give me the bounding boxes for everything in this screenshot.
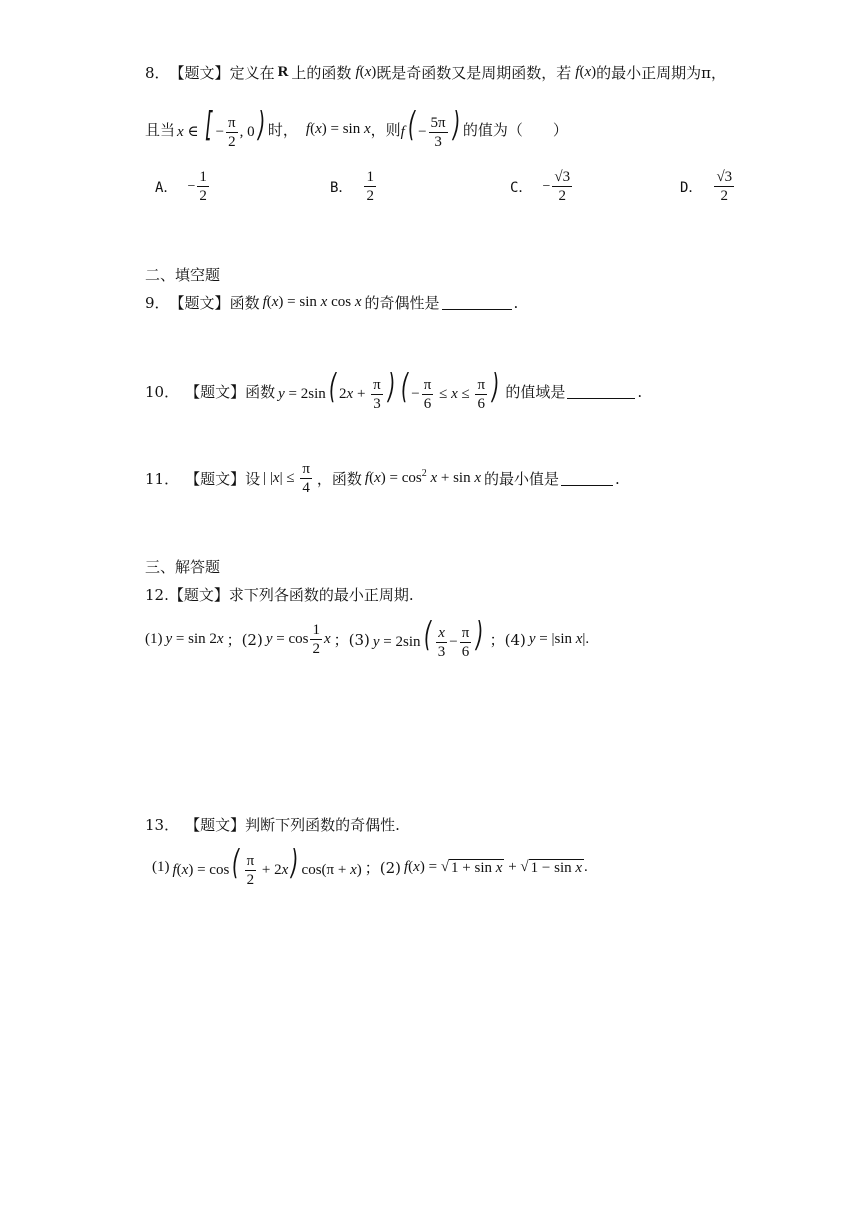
q12-f2-math: y = cos $\frac{1}{2}$ x: [265, 622, 331, 658]
q8-def-math: f(x) = sin x: [305, 121, 371, 138]
q9-math: f(x) = sin x cos x: [262, 294, 362, 310]
q8-line2-d: 的值为（ ）: [462, 121, 568, 140]
q11-number: 11．: [145, 470, 180, 488]
q8-value-math: f( − $\frac{5\pi}{3}$ ): [400, 105, 460, 151]
q8-line2: [145, 105, 568, 151]
q10-number: 10．: [145, 383, 180, 402]
q8-option-c: C． − $\frac{√3}{2}$: [510, 169, 571, 204]
q8-text-a: 定义在: [229, 64, 275, 82]
q12-line1: [145, 584, 414, 605]
q11-text-c: 的最小值是: [484, 470, 560, 488]
q9-number: 9．: [145, 294, 170, 312]
q9-tag: 【题文】: [169, 294, 230, 312]
q8-fx-2: f(x): [575, 64, 597, 80]
q8-option-d: D． $\frac{√3}{2}$: [680, 169, 733, 204]
q11-text-b: ，函数: [316, 470, 362, 488]
q12-number: 12.: [145, 585, 169, 604]
q8-line2-a: 且当: [145, 121, 176, 140]
q13-text: 判断下列函数的奇偶性.: [245, 816, 400, 834]
q12-f4-math: y = |sin x|.: [528, 631, 590, 648]
q10-line: 10． 【题文】 函数 y = 2sin( 2x + $\frac{\pi}{3}$ ) ( − $\frac{\pi}{6}$ ≤ x ≤ $\frac{\pi}{6}$ ) 的值域是 .: [145, 367, 643, 413]
q8-text-c: 既是奇函数又是周期函数，若: [376, 64, 572, 82]
q9-answer-blank[interactable]: [442, 295, 512, 310]
q8-fx-1: f(x): [355, 64, 377, 80]
q11-answer-blank[interactable]: [561, 471, 613, 486]
q11-condition-math: | |x| ≤ $\frac{\pi}{4}$: [263, 461, 310, 496]
q8-R: R: [277, 64, 289, 80]
q13-f1-math: f(x) = cos( $\frac{\pi}{2}$ + 2x) cos(π + x): [172, 843, 362, 889]
q8-option-a: A． − $\frac{1}{2}$: [155, 169, 207, 204]
q10-text-b: 的值域是: [505, 383, 566, 402]
q11-text-a: 设: [245, 470, 261, 488]
q9-line: 9． 【题文】 函数 f(x) = sin x cos x 的奇偶性是 .: [145, 293, 519, 312]
q8-tag: 【题文】: [169, 64, 230, 82]
q12-line2: (1) y = sin 2x ；(2) y = cos $\frac{1}{2}$ x ；(3) y = 2sin( $\frac{x}{3}$ − $\frac{\pi}{6}$ ) ；(4) y = |sin x|.: [145, 615, 590, 661]
q8-number: 8．: [145, 64, 170, 82]
q13-number: 13．: [145, 816, 180, 834]
q11-line: 11． 【题文】 设 | |x| ≤ $\frac{\pi}{4}$ ，函数 $f(x) = \cos^2 x + \sin x$ 的最小值是 .: [145, 461, 620, 496]
q10-math: y = 2sin( 2x + $\frac{\pi}{3}$ ) ( − $\frac{\pi}{6}$ ≤ x ≤ $\frac{\pi}{6}$ ): [278, 367, 500, 413]
q12-f1-math: y = sin 2x: [165, 631, 224, 648]
q11-function-math: $f(x) = \cos^2 x + \sin x$: [364, 468, 482, 486]
q13-line1: [145, 814, 400, 835]
q8-line2-b: 时，: [267, 121, 298, 140]
q12-f3-math: y = 2sin( $\frac{x}{3}$ − $\frac{\pi}{6}$ ): [372, 615, 484, 661]
q8-text-b: 上的函数: [291, 64, 352, 82]
q10-text-a: 函数: [245, 383, 276, 402]
section-answer-title: 三、解答题: [145, 558, 221, 576]
q8-text-d: 的最小正周期为π，: [596, 64, 726, 82]
q9-text-a: 函数: [229, 294, 260, 312]
q10-answer-blank[interactable]: [567, 384, 635, 399]
q9-text-b: 的奇偶性是: [364, 294, 440, 312]
q12-tag: 【题文】: [168, 586, 229, 604]
q13-f2-math: f(x) = √ 1 + sin x + √ 1 − sin x .: [404, 858, 588, 876]
q8-line1: [145, 62, 726, 83]
q10-tag: 【题文】: [185, 383, 246, 402]
q8-option-b: B． $\frac{1}{2}$: [330, 169, 374, 204]
q13-tag: 【题文】: [185, 816, 246, 834]
q12-text: 求下列各函数的最小正周期.: [228, 586, 414, 604]
section-fill-in-title: 二、填空题: [145, 266, 221, 284]
q8-interval-math: x ∈ [ − $\frac{\pi}{2}$ , 0): [177, 105, 265, 151]
q11-tag: 【题文】: [185, 470, 246, 488]
q8-line2-c: ，则: [370, 121, 401, 140]
q13-line2: (1) f(x) = cos( $\frac{\pi}{2}$ + 2x) cos(π + x) ；(2) f(x) = √ 1 + sin x + √ 1 − sin x .: [152, 843, 588, 889]
